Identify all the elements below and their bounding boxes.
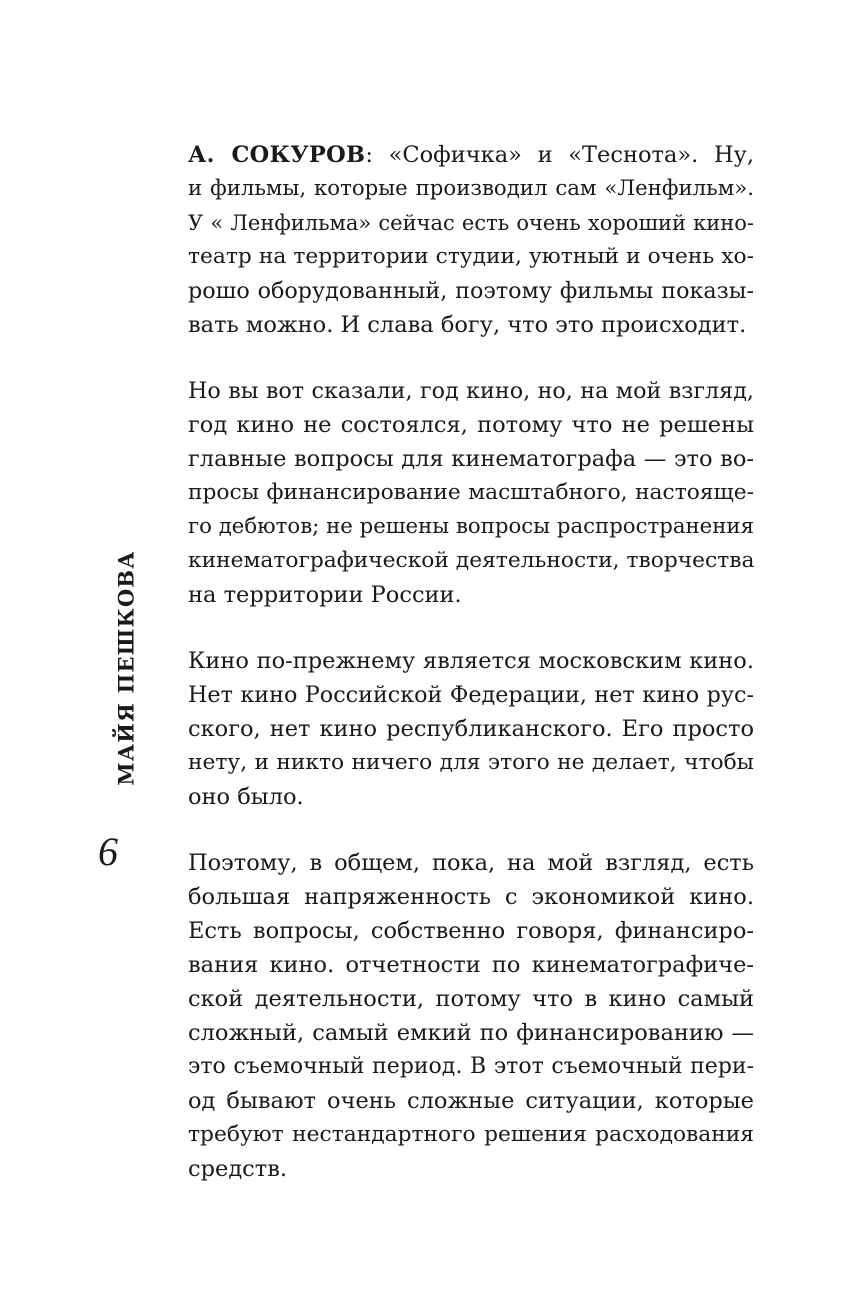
text-line: Нет кино Российской Федерации, нет кино рус- bbox=[188, 682, 754, 708]
text-line: и фильмы, которые производил сам «Ленфильм». bbox=[188, 176, 754, 201]
text-line: оно было. bbox=[188, 784, 304, 810]
text-line: год кино не состоялся, потому что не решены bbox=[188, 412, 754, 438]
text-line: ской деятельности, потому что в кино самый bbox=[188, 986, 754, 1012]
paragraph-1 bbox=[188, 138, 754, 342]
text-line: Кино по-прежнему является московским кино. bbox=[188, 648, 754, 674]
text-line: Есть вопросы, собственно говоря, финансиро- bbox=[188, 918, 754, 944]
page-number: 6 bbox=[98, 829, 118, 874]
text-line: просы финансирование масштабного, настояще- bbox=[188, 480, 754, 505]
text-line: главные вопросы для кинематографа — это во- bbox=[188, 446, 754, 472]
paragraph-4 bbox=[188, 846, 754, 1186]
text-line: Поэтому, в общем, пока, на мой взгляд, есть bbox=[188, 850, 754, 876]
running-head: МАЙЯ ПЕШКОВА bbox=[113, 550, 139, 786]
text-line: требуют нестандартного решения расходования bbox=[188, 1122, 754, 1147]
text-line: вания кино. отчетности по кинематографиче- bbox=[188, 952, 754, 978]
text-line: на территории России. bbox=[188, 582, 462, 608]
speaker-separator: : bbox=[365, 142, 389, 168]
text-line: средств. bbox=[188, 1156, 288, 1182]
speaker-name: А. СОКУРОВ bbox=[188, 142, 366, 168]
text-line: это съемочный период. В этот съемочный пери- bbox=[188, 1054, 754, 1079]
text-line: театр на территории студии, уютный и очень хо- bbox=[188, 244, 754, 269]
text-column bbox=[188, 138, 754, 1186]
text-line bbox=[188, 138, 754, 172]
text-line: кинематографической деятельности, творчества bbox=[188, 548, 755, 573]
paragraph-3 bbox=[188, 644, 754, 814]
text-line: сложный, самый емкий по финансированию — bbox=[188, 1020, 754, 1046]
text-line-content: «Софичка» и «Теснота». Ну, bbox=[388, 142, 755, 168]
text-line: од бывают очень сложные ситуации, которые bbox=[188, 1088, 754, 1114]
text-line: рошо оборудованный, поэтому фильмы показы- bbox=[188, 278, 754, 304]
paragraph-2 bbox=[188, 374, 754, 612]
text-line: го дебютов; не решены вопросы распространения bbox=[188, 514, 754, 539]
text-line: нету, и никто ничего для этого не делает, чтобы bbox=[188, 750, 754, 775]
text-line: У « Ленфильма» сейчас есть очень хороший кино- bbox=[188, 211, 754, 235]
text-line: большая напряженность с экономикой кино. bbox=[188, 884, 754, 910]
text-line: вать можно. И слава богу, что это происходит. bbox=[188, 312, 747, 338]
text-line: Но вы вот сказали, год кино, но, на мой взгляд, bbox=[188, 378, 754, 404]
text-line: ского, нет кино республиканского. Его просто bbox=[188, 716, 754, 742]
